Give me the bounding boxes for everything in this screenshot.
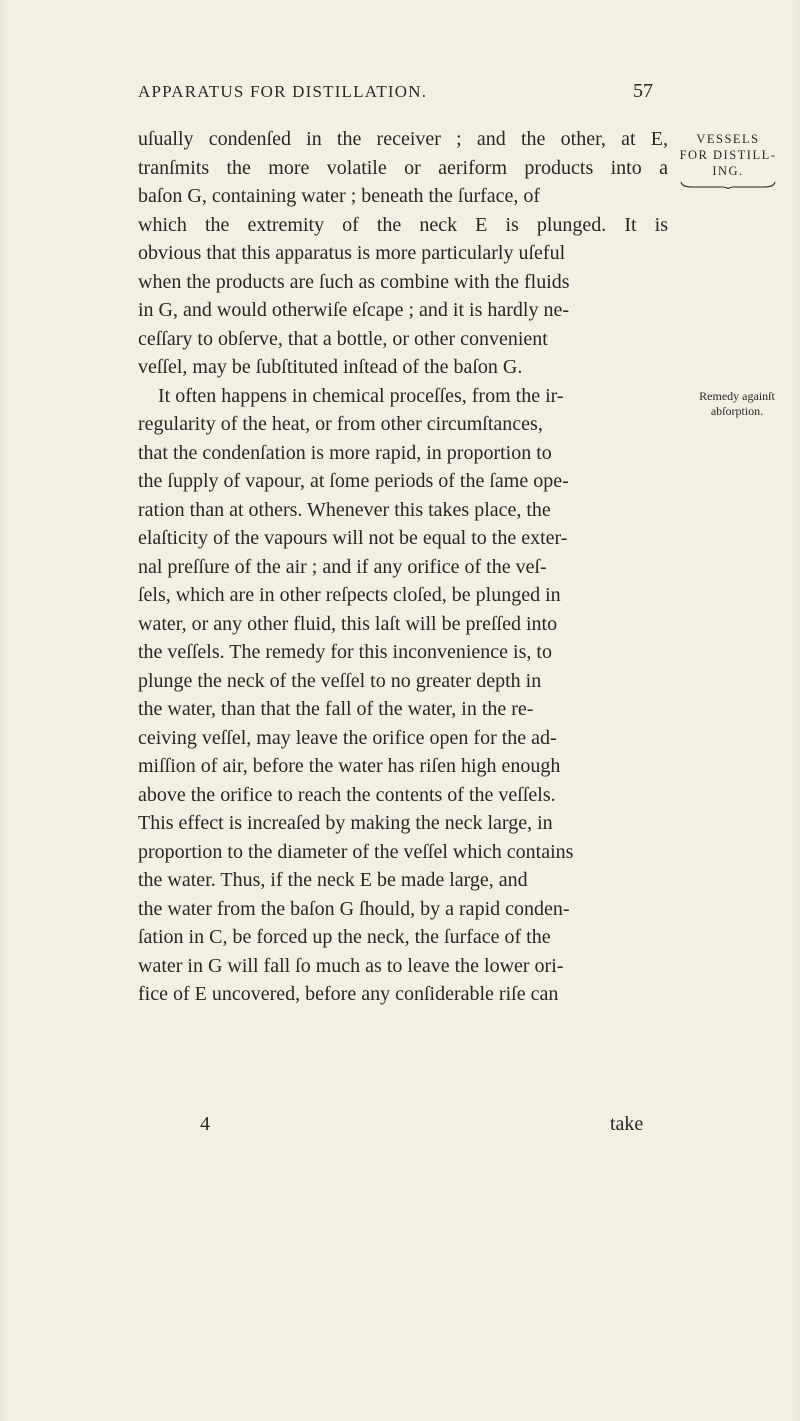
margin-note-line: abſorption. (710, 404, 764, 418)
text-line: fice of E uncovered, before any conſiderable riſe can (138, 983, 559, 1005)
brace-icon (680, 181, 776, 189)
text-line: elaſticity of the vapours will not be equal to the exter- (138, 527, 568, 549)
text-line: ceſſary to obſerve, that a bottle, or other convenient (138, 327, 548, 350)
catchword: take (610, 1113, 644, 1135)
text-line: water, or any other fluid, this laſt will be preſſed into (138, 612, 558, 635)
text-line: that the condenſation is more rapid, in proportion to (138, 441, 552, 464)
text-line: proportion to the diameter of the veſſel which contains (138, 840, 574, 863)
text-line: which the extremity of the neck E is plunged. It is (138, 213, 668, 236)
text-line: baſon G, containing water ; beneath the ſurface, of (138, 185, 541, 207)
margin-note-remedy (673, 389, 800, 419)
text-line: above the orifice to reach the contents of the veſſels. (138, 783, 556, 806)
text-line: It often happens in chemical proceſſes, from the ir- (158, 384, 564, 407)
signature-mark: 4 (200, 1113, 210, 1135)
page-gutter-shadow (790, 0, 800, 1421)
margin-note-line: ING. (712, 164, 744, 178)
text-line: uſually condenſed in the receiver ; and the other, at E, (138, 128, 668, 150)
text-line: in G, and would otherwiſe eſcape ; and it is hardly ne- (138, 299, 569, 321)
body-text (138, 125, 668, 1009)
text-line: ſels, which are in other reſpects cloſed, be plunged in (138, 584, 561, 606)
margin-note-line: Remedy againſt (699, 389, 775, 403)
page-edge-shadow (0, 0, 6, 1421)
margin-note-line: FOR DISTILL- (679, 148, 777, 162)
text-line: tranſmits the more volatile or aeriform products into a (138, 156, 668, 179)
text-line: regularity of the heat, or from other circumſtances, (138, 413, 543, 435)
text-line: plunge the neck of the veſſel to no greater depth in (138, 669, 542, 692)
text-line: ſation in C, be forced up the neck, the ſurface of the (138, 926, 551, 948)
text-line: when the products are ſuch as combine with the fluids (138, 270, 570, 293)
running-title: APPARATUS FOR DISTILLATION. (138, 82, 428, 101)
text-line: the veſſels. The remedy for this inconvenience is, to (138, 641, 552, 663)
text-line: the water from the baſon G ſhould, by a rapid conden- (138, 897, 570, 920)
margin-note-line: VESSELS (696, 132, 760, 146)
text-line: the ſupply of vapour, at ſome periods of the ſame ope- (138, 470, 569, 492)
text-line: the water. Thus, if the neck E be made large, and (138, 869, 528, 891)
text-line: ration than at others. Whenever this takes place, the (138, 498, 551, 521)
text-line: obvious that this apparatus is more particularly uſeful (138, 242, 566, 264)
text-line: the water, than that the fall of the water, in the re- (138, 698, 534, 720)
margin-note-vessels (672, 131, 784, 189)
text-line: miſſion of air, before the water has riſen high enough (138, 755, 561, 777)
page-number: 57 (633, 80, 653, 102)
text-line: This effect is increaſed by making the neck large, in (138, 812, 553, 834)
text-line: ceiving veſſel, may leave the orifice open for the ad- (138, 726, 557, 749)
text-line: veſſel, may be ſubſtituted inſtead of the baſon G. (138, 356, 523, 378)
text-line: nal preſſure of the air ; and if any orifice of the veſ- (138, 555, 547, 578)
text-line: water in G will fall ſo much as to leave the lower ori- (138, 954, 564, 977)
